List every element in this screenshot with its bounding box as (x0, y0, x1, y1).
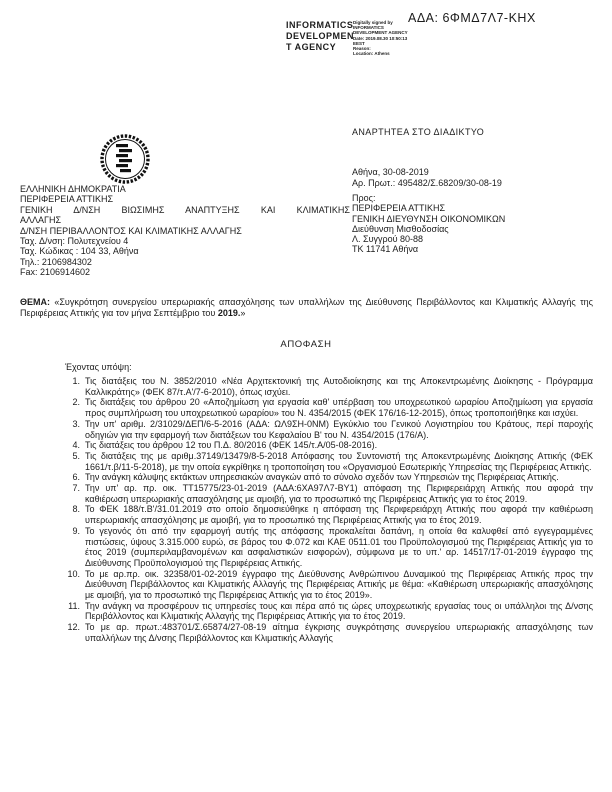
sender-line: ΑΛΛΑΓΗΣ (20, 215, 62, 226)
greek-national-emblem-icon (96, 132, 154, 186)
having-regard-label: Έχοντας υπόψη: (65, 362, 132, 372)
considerations-list (62, 376, 593, 644)
list-item (62, 601, 593, 622)
list-item-text: Τις διατάξεις της με αριθμ.37149/13479/8-5-2018 Απόφασης του Συντονιστή της Αποκεντρωμένης Διοίκησης Αττικής (ΦΕΚ 1661/τ.β/11-5-2018), με την οποία εγκρίθηκε η τροποποίηση του «Οργανισμού Εσωτερικής Υπηρεσίας της Περιφέρειας Αττικής. (85, 450, 593, 472)
list-item-text: Την υπ' αρ. πρ. οικ. ΤΤ15775/23-01-2019 (ΑΔΑ:6ΧΑ97Λ7-ΒΥ1) απόφαση της Περιφερειάρχη Αττικής που αφορά την καθιέρωση υπερωριακής απασχόλησης με αμοιβή, για το προσωπικό της Περιφέρειας Αττικής για το έτος 2019. (85, 483, 593, 504)
list-item-number: 2. (72, 397, 80, 408)
subject-text: «Συγκρότηση συνεργείου υπερωριακής απασχόλησης των υπαλλήλων της Διεύθυνσης Περιβάλλοντος και Κλιματικής Αλλαγής της Περιφέρειας Αττικής για τον μήνα Σεπτέμβριο του (20, 297, 593, 318)
recipient-line: Λ. Συγγρού 80-88 (352, 234, 424, 245)
digital-signature-stamp (286, 20, 423, 56)
sender-block (20, 184, 350, 278)
list-item-number: 10. (67, 568, 80, 579)
sender-line: ΓΕΝΙΚΗ Δ/ΝΣΗ ΒΙΩΣΙΜΗΣ ΑΝΑΠΤΥΞΗΣ ΚΑΙ ΚΛΙΜΑΤΙΚΗΣ (20, 204, 350, 215)
list-item (62, 483, 593, 504)
subject-label: ΘΕΜΑ: (20, 297, 50, 307)
list-item-text: Τις διατάξεις του άρθρου 12 του Π.Δ. 80/2016 (ΦΕΚ 145/τ.Α/05-08-2016). (85, 440, 378, 451)
date-line: Αρ. Πρωτ.: 495482/Σ.68209/30-08-19 (352, 177, 502, 188)
list-item-text: Το ΦΕΚ 188/τ.Β'/31.01.2019 στο οποίο δημοσιεύθηκε η απόφαση της Περιφερειάρχη Αττικής που αφορά την καθιέρωση υπερωριακής απασχόλησης με αμοιβή, για το προσωπικό της Περιφέρειας Αττικής για το έτος 2019. (85, 504, 593, 526)
list-item-number: 5. (72, 450, 80, 461)
date-protocol-block (352, 167, 502, 188)
list-item-number: 1. (72, 376, 80, 386)
list-item-text: Την ανάγκη να προσφέρουν τις υπηρεσίες τους και πέρα από τις ώρες υποχρεωτικής εργασίας τους οι υπάλληλοι της Δ/νσης Περιβάλλοντος και Κλιματικής Αλλαγής της Περιφέρειας Αττικής για το έτος 2019. (85, 600, 593, 622)
list-item-text: Τις διατάξεις του Ν. 3852/2010 «Νέα Αρχιτεκτονική της Αυτοδιοίκησης και της Αποκεντρωμένης Διοίκησης - Πρόγραμμα Καλλικράτης» (ΦΕΚ 87/τ.Α'/7-6-2010), όπως ισχύει. (85, 376, 593, 397)
sender-line: Ταχ. Δ/νση: Πολυτεχνείου 4 (20, 236, 129, 247)
list-item-number: 3. (72, 418, 80, 429)
list-item-number: 12. (67, 622, 80, 633)
list-item-text: Την ανάγκη κάλυψης εκτάκτων υπηρεσιακών αναγκών από το σύνολο σχεδόν των Υπηρεσιών της Περιφέρειας Αττικής. (85, 472, 559, 483)
recipient-line: ΓΕΝΙΚΗ ΔΙΕΥΘΥΝΣΗ ΟΙΚΟΝΟΜΙΚΩΝ (352, 213, 506, 224)
list-item-text: Το γεγονός ότι από την εφαρμογή αυτής της απόφασης προκαλείται δαπάνη, η οποία θα καλυφθεί από εγγεγραμμένες πιστώσεις, ύψους 3.315.000 ευρώ, σε βάρος του Φ.072 και ΚΑΕ 0511.01 του Προϋπολογισμού της Περιφέρειας Αττικής για το έτος 2019 (συμπεριλαμβανομένων και ασφαλιστικών εισφορών), σύμφωνα με το υπ.' αρ. 14517/17-01-2019 έγγραφο της Διεύθυνσης Προϋπολογισμού της Περιφέρειας Αττικής. (85, 525, 593, 568)
list-item (62, 397, 593, 418)
signature-details: Digitally signed by INFORMATICS DEVELOPMENT AGENCY Date: 2019.08.30 10:50:13 EEST Reason: Location: Athens (353, 20, 408, 57)
list-item-text: Την υπ' αριθμ. 2/31029/ΔΕΠ/6-5-2016 (ΑΔΑ: ΩΛ9ΣΗ-0ΝΜ) Εγκύκλιο του Γενικού Λογιστηρίου του Κράτους, περί παροχής οδηγιών για την εφαρμογή των διατάξεων του Κεφαλαίου Β' του Ν. 4354/2015 (176/Α). (85, 418, 593, 440)
list-item-text: Τις διατάξεις του άρθρου 20 «Αποζημίωση για εργασία καθ' υπέρβαση του υποχρεωτικού ωραρίου Αποζημίωση για εργασία προς συμπλήρωση του υποχρεωτικού ωραρίου» του Ν. 4354/2015 (ΦΕΚ 176/16-12-2015), όπως τροποποιήθηκε και ισχύει. (85, 397, 593, 419)
list-item-number: 8. (72, 504, 80, 515)
list-item-text: Το με αρ. πρωτ.:483701/Σ.65874/27-08-19 αίτημα έγκρισης συγκρότησης συνεργείου υπερωριακής απασχόλησης των υπαλλήλων της Δ/νσης Περιβάλλοντος και Κλιματικής Αλλαγής (85, 622, 593, 643)
list-item-number: 9. (72, 525, 80, 536)
list-item-number: 7. (72, 483, 80, 494)
recipient-line: Προς: (352, 193, 376, 203)
list-item (62, 622, 593, 643)
list-item-number: 6. (72, 472, 80, 483)
web-posting-notice: ΑΝΑΡΤΗΤΕΑ ΣΤΟ ΔΙΑΔΙΚΤΥΟ (352, 127, 485, 137)
list-item-text: Το με αρ.πρ. οικ. 32358/01-02-2019 έγγραφο της Διεύθυνσης Ανθρώπινου Δυναμικού της Περιφέρειας Αττικής προς την Διεύθυνση Περιβάλλοντος και Κλιματικής Αλλαγής της Περιφέρειας Αττικής με θέμα: «Καθιέρωση υπερωριακής απασχόλησης με αμοιβή, για το προσωπικό της Περιφέρειας Αττικής για το έτος 2019». (85, 568, 593, 601)
list-item (62, 526, 593, 569)
date-line: Αθήνα, 30-08-2019 (352, 167, 429, 177)
list-item (62, 472, 593, 483)
signature-agency-name: INFORMATICS DEVELOPMEN T AGENCY (286, 20, 355, 52)
subject-year: 2019. (217, 308, 241, 318)
sender-line: Fax: 2106914602 (20, 267, 91, 278)
sender-line: ΠΕΡΙΦΕΡΕΙΑ ΑΤΤΙΚΗΣ (20, 194, 114, 205)
list-item (62, 504, 593, 525)
sender-line: Δ/ΝΣΗ ΠΕΡΙΒΑΛΛΟΝΤΟΣ ΚΑΙ ΚΛΙΜΑΤΙΚΗΣ ΑΛΛΑΓΗΣ (20, 225, 242, 236)
list-item (62, 376, 593, 397)
list-item (62, 569, 593, 601)
recipient-block (352, 193, 505, 255)
list-item-number: 4. (72, 440, 80, 451)
decision-heading: ΑΠΟΦΑΣΗ (280, 339, 332, 350)
recipient-line: Διεύθυνση Μισθοδοσίας (352, 223, 449, 234)
sender-line: Τηλ.: 2106984302 (20, 256, 92, 267)
list-item-number: 11. (68, 600, 80, 611)
sender-line: Ταχ. Κώδικας : 104 33, Αθήνα (20, 246, 139, 257)
list-item (62, 451, 593, 472)
recipient-line: ΠΕΡΙΦΕΡΕΙΑ ΑΤΤΙΚΗΣ (352, 203, 446, 214)
sender-line: ΕΛΛΗΝΙΚΗ ΔΗΜΟΚΡΑΤΙΑ (20, 184, 126, 194)
recipient-line: ΤΚ 11741 Αθήνα (352, 244, 419, 255)
list-item (62, 440, 593, 451)
ada-code: ΑΔΑ: 6ΦΜΔ7Λ7-ΚΗΧ (408, 11, 536, 25)
list-item (62, 419, 593, 440)
subject-paragraph (20, 297, 593, 319)
subject-close-quote: » (240, 308, 246, 318)
